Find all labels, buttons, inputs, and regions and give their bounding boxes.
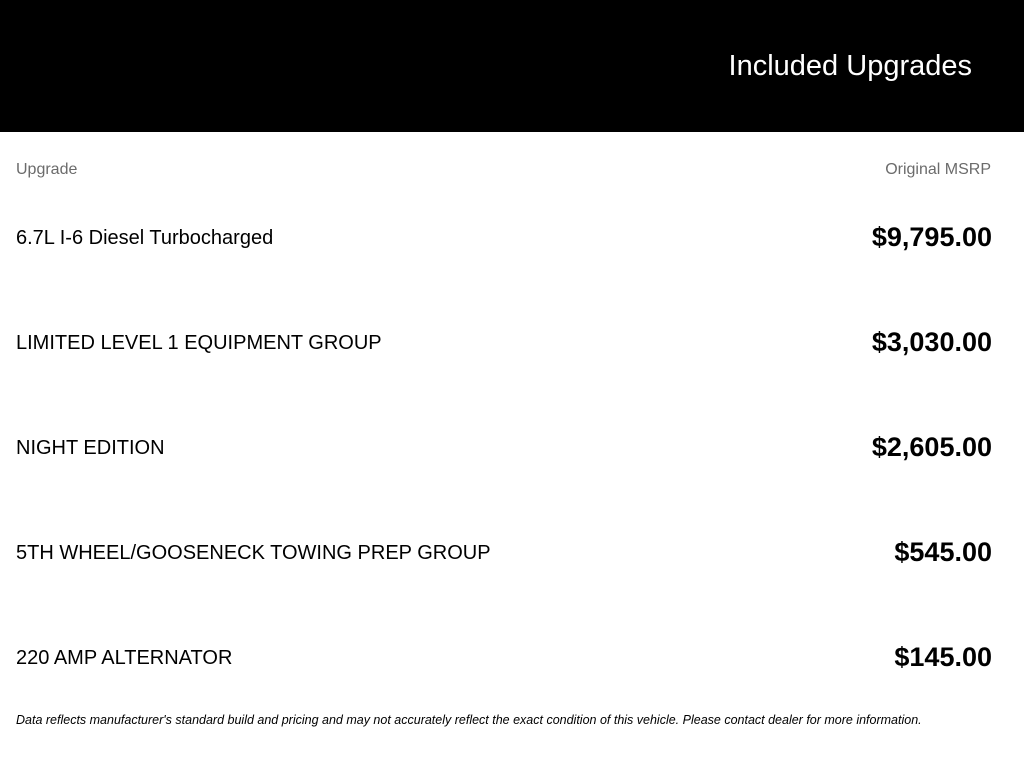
disclaimer-text: Data reflects manufacturer's standard build and pricing and may not accurately reflect the exact condition of this vehicle. Please contact dealer for more information. [16,713,922,727]
upgrade-price: $2,605.00 [871,432,992,462]
upgrades-list [0,185,1024,710]
upgrade-price: $545.00 [894,537,992,567]
upgrade-row [0,290,1024,395]
upgrade-name: 6.7L I-6 Diesel Turbocharged [16,227,274,249]
page-title: Included Upgrades [728,50,972,82]
upgrade-row [0,500,1024,605]
upgrade-row [0,395,1024,500]
header-bar [0,0,1024,132]
upgrade-row [0,605,1024,710]
upgrade-name: NIGHT EDITION [16,437,165,459]
upgrade-price: $9,795.00 [871,222,992,252]
column-header-msrp: Original MSRP [885,161,991,178]
upgrade-price: $3,030.00 [871,327,992,357]
upgrade-name: LIMITED LEVEL 1 EQUIPMENT GROUP [16,332,382,354]
column-header-upgrade: Upgrade [16,161,78,178]
upgrade-name: 220 AMP ALTERNATOR [16,647,233,669]
upgrade-name: 5TH WHEEL/GOOSENECK TOWING PREP GROUP [16,542,491,564]
upgrade-price: $145.00 [894,642,992,672]
upgrade-row [0,185,1024,290]
